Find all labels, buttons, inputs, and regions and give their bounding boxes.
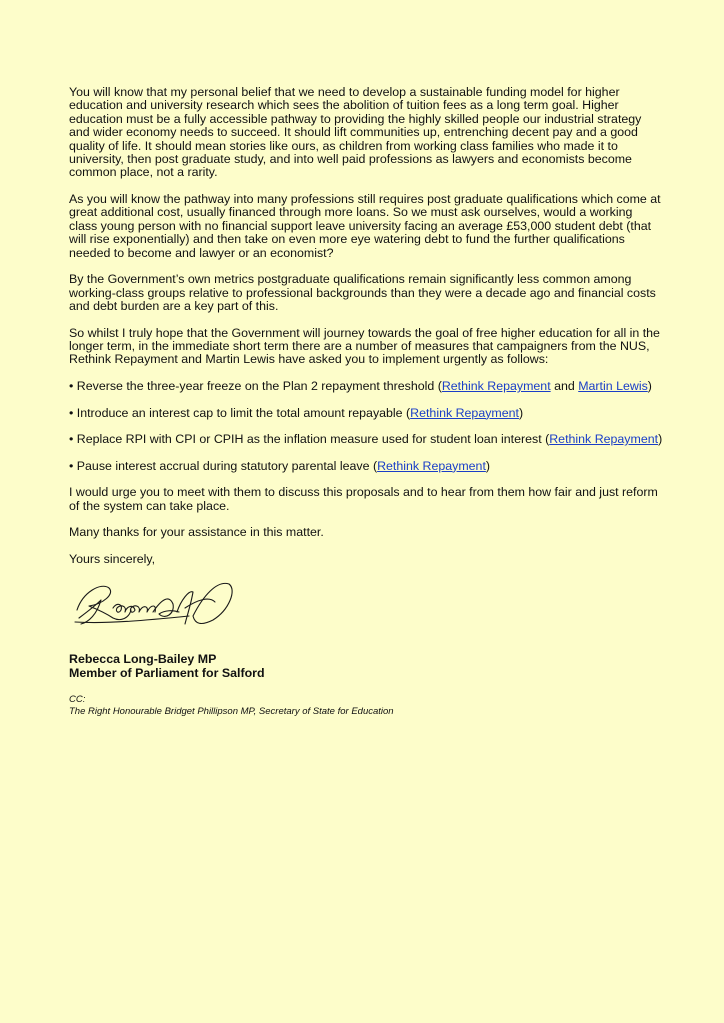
rethink-repayment-link[interactable]: Rethink Repayment (441, 379, 551, 394)
signatory-role: Member of Parliament for Salford (69, 666, 265, 681)
paragraph-urge-meeting: I would urge you to meet with them to discuss this proposals and to hear from them how fair and just reform of the system can take place. (69, 485, 658, 513)
paragraph-measures-intro: So whilst I truly hope that the Government will journey towards the goal of free higher education for all in the longer term, in the immediate short term there are a number of measures that campaigners from the NUS, Rethink Repayment and Martin Lewis have asked you to implement urgently as follows: (69, 325, 660, 367)
rethink-repayment-link[interactable]: Rethink Repayment (410, 405, 519, 420)
paragraph-postgraduate-pathway: As you will know the pathway into many professions still requires post graduate qualifications which come at great additional cost, usually financed through more loans. So we must ask ourselves, would a working class young person with no financial support leave university facing an average £53,000 student debt (that will rise exponentially) and then take on even more eye watering debt to fund the further qualifications needed to become and lawyer or an economist? (69, 192, 661, 260)
rethink-repayment-link[interactable]: Rethink Repayment (377, 458, 486, 473)
paragraph-government-metrics: By the Government’s own metrics postgraduate qualifications remain significantly less common among working-class groups relative to professional backgrounds than they were a decade ago and financial costs and debt burden are a key part of this. (69, 272, 656, 314)
bullet-inflation-measure: • Replace RPI with CPI or CPIH as the inflation measure used for student loan interest (Rethink Repayment) (69, 432, 663, 447)
bullet-interest-cap: • Introduce an interest cap to limit the total amount repayable (Rethink Repayment) (69, 405, 524, 420)
handwritten-signature (69, 570, 239, 642)
signatory-name: Rebecca Long-Bailey MP (69, 652, 217, 667)
cc-label: CC: (69, 694, 86, 706)
martin-lewis-link[interactable]: Martin Lewis (578, 379, 648, 394)
paragraph-funding-model: You will know that my personal belief that we need to develop a sustainable funding model for higher education and university research which sees the abolition of tuition fees as a long term goal. Higher education must be a fully accessible pathway to providing the highly skilled people our industrial strategy and wider economy needs to succeed. It should lift communities up, entrenching decent pay and a good quality of life. It should mean stories like ours, as children from working class families who made it to university, then post graduate study, and into well paid professions as lawyers and economists become common place, not a rarity. (69, 85, 642, 180)
rethink-repayment-link[interactable]: Rethink Repayment (549, 432, 659, 447)
paragraph-thanks: Many thanks for your assistance in this matter. (69, 525, 324, 540)
bullet-repayment-threshold: • Reverse the three-year freeze on the Plan 2 repayment threshold (Rethink Repayment and Martin Lewis) (69, 379, 652, 394)
sign-off: Yours sincerely, (69, 552, 156, 567)
letter-body (69, 86, 661, 718)
cc-recipient: The Right Honourable Bridget Phillipson MP, Secretary of State for Education (69, 706, 394, 718)
cc-block (69, 694, 661, 718)
bullet-parental-leave: • Pause interest accrual during statutory parental leave (Rethink Repayment) (69, 458, 491, 473)
